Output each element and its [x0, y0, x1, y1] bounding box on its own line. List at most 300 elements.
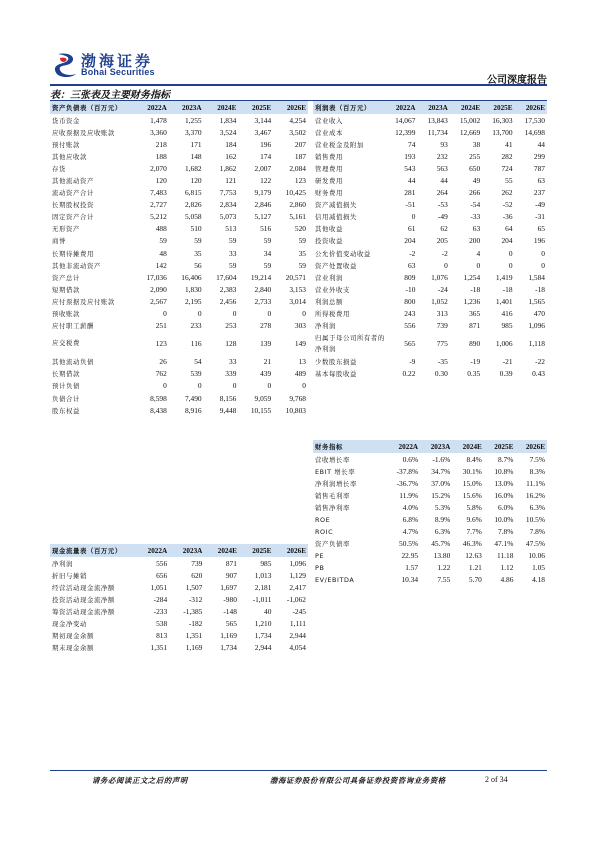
cell-value: -1,011 [252, 594, 272, 604]
column-header: 2024E [450, 101, 482, 114]
row-label: 营业利润 [315, 273, 343, 282]
cell-value: 44 [408, 176, 416, 186]
cell-value: 10.34 [401, 575, 419, 585]
column-header: 2026E [273, 544, 308, 557]
cell-value: 4,054 [289, 643, 306, 653]
table-row [313, 114, 547, 126]
cell-value: 13.0% [494, 478, 514, 488]
cell-value: 2,456 [219, 296, 237, 306]
row-label: 销售毛利率 [315, 491, 350, 500]
cell-value: 11.1% [526, 478, 545, 488]
cell-value: 10.8% [494, 466, 514, 476]
cell-value: 33 [229, 248, 237, 258]
column-header: 2024E [204, 101, 239, 114]
column-header: 2023A [420, 440, 452, 453]
row-label: 期末现金余额 [52, 644, 94, 653]
cell-value: 34 [263, 248, 272, 258]
row-label: 现金净变动 [52, 620, 87, 629]
column-header: 2024E [204, 544, 239, 557]
cell-value: 17,530 [524, 115, 545, 125]
row-label: 货币资金 [52, 116, 80, 125]
table-row [313, 477, 547, 489]
cell-value: 232 [436, 151, 448, 161]
logo-chinese-text: 渤海证券 [81, 52, 154, 70]
cell-value: 20,571 [285, 272, 306, 282]
cell-value: 0 [267, 309, 272, 319]
cell-value: 264 [436, 188, 448, 198]
cell-value: -148 [223, 606, 237, 616]
cell-value: 488 [155, 224, 167, 234]
cell-value: 2,417 [289, 582, 306, 592]
cell-value: 0 [232, 381, 237, 391]
cell-value: 15.0% [462, 478, 482, 488]
cell-value: 8.7% [498, 454, 514, 464]
column-header: 2023A [169, 544, 204, 557]
cell-value: 45.7% [431, 539, 451, 549]
table-row [313, 162, 547, 174]
table-row [313, 562, 547, 574]
cell-value: 4.86 [500, 575, 514, 585]
table-row [313, 550, 547, 562]
row-label: 其他非流动资产 [52, 261, 101, 270]
row-label: ROIC [315, 527, 334, 536]
cell-value: 339 [225, 369, 237, 379]
cell-value: 59 [263, 260, 272, 270]
cell-value: 12,669 [459, 127, 481, 137]
cell-value: 5,127 [254, 212, 272, 222]
cell-value: 35 [298, 248, 306, 258]
cell-value: 142 [155, 260, 167, 270]
cell-value: 563 [436, 163, 448, 173]
row-label: 研发费用 [315, 177, 343, 186]
cell-value: 21 [263, 357, 272, 367]
cell-value: 11,734 [427, 127, 448, 137]
table-row [50, 605, 308, 617]
column-header: 2022A [385, 101, 417, 114]
table-row [50, 404, 308, 416]
table-row [313, 187, 547, 199]
cell-value: 8,598 [150, 393, 167, 403]
cell-value: 1,419 [495, 272, 513, 282]
table-row [50, 356, 308, 368]
cell-value: 128 [225, 339, 237, 349]
cell-value: 121 [225, 176, 237, 186]
cell-value: 299 [533, 151, 545, 161]
cell-value: 1.22 [437, 563, 451, 573]
cell-value: 620 [191, 570, 203, 580]
cell-value: 985 [260, 558, 272, 568]
cell-value: 416 [501, 309, 513, 319]
table-row [50, 295, 308, 307]
cell-value: 985 [501, 321, 513, 331]
cash-flow-table [50, 544, 308, 654]
table-row [50, 569, 308, 581]
cell-value: 6.3% [434, 527, 451, 537]
row-label: 财务费用 [315, 189, 343, 198]
cell-value: 4.18 [532, 575, 545, 585]
cell-value: 724 [501, 163, 513, 173]
cell-value: 63 [408, 260, 416, 270]
cell-value: 0 [476, 260, 481, 270]
row-label: 其他流动负债 [52, 358, 94, 367]
cell-value: 1,129 [289, 570, 306, 580]
cell-value: 565 [225, 619, 237, 629]
cell-value: 1,254 [463, 272, 481, 282]
row-label: 净利润 [315, 322, 336, 331]
cell-value: 565 [404, 339, 416, 349]
cell-value: 13.80 [433, 551, 451, 561]
table-row [50, 223, 308, 235]
table-row [50, 581, 308, 593]
balance-sheet-body [50, 101, 308, 416]
row-label: 营业税金及附加 [315, 140, 364, 149]
cell-value: 63 [472, 224, 481, 234]
column-header: 2026E [515, 101, 547, 114]
table-row [50, 114, 308, 126]
cell-value: -33 [470, 212, 481, 222]
cell-value: 520 [294, 224, 306, 234]
cell-value: 15,002 [459, 115, 481, 125]
cell-value: 282 [501, 151, 513, 161]
table-row [313, 308, 547, 320]
table-row [313, 453, 547, 465]
cell-value: 207 [294, 139, 306, 149]
cell-value: 489 [294, 369, 306, 379]
table-row [50, 308, 308, 320]
cell-value: 739 [436, 321, 448, 331]
cell-value: 262 [501, 188, 513, 198]
cell-value: 2,383 [219, 284, 237, 294]
cell-value: 17,036 [146, 272, 167, 282]
cell-value: -2 [409, 248, 416, 258]
cell-value: 0 [302, 381, 306, 391]
cell-value: 5.3% [434, 502, 451, 512]
cell-value: -19 [470, 357, 481, 367]
cell-value: 10,155 [250, 405, 272, 415]
table-row [313, 199, 547, 211]
cell-value: 47.5% [525, 539, 545, 549]
table-row [50, 380, 308, 392]
column-header: 2025E [484, 440, 516, 453]
row-label: 短期借款 [52, 285, 80, 294]
cell-value: 200 [469, 236, 481, 246]
table-row [313, 259, 547, 271]
cell-value: 7.8% [498, 527, 514, 537]
cell-value: 2,834 [219, 200, 237, 210]
cell-value: 16,406 [181, 272, 202, 282]
cell-value: 1,830 [184, 284, 202, 294]
row-label: 存货 [52, 164, 66, 173]
cell-value: 739 [191, 558, 203, 568]
table-row [50, 187, 308, 199]
cell-value: 9,768 [289, 393, 306, 403]
cell-value: 656 [156, 570, 168, 580]
cell-value: 3,370 [184, 127, 202, 137]
row-label: 应收票据及应收账款 [52, 128, 115, 137]
cell-value: 16.2% [525, 490, 545, 500]
cell-value: 439 [260, 369, 272, 379]
cell-value: 0.22 [402, 369, 416, 379]
cell-value: 4 [476, 248, 481, 258]
column-header: 2026E [273, 101, 308, 114]
cell-value: 2,070 [150, 163, 167, 173]
row-label: 资产处置收益 [315, 261, 357, 270]
cell-value: 0 [163, 381, 167, 391]
row-label: 投资活动现金流净额 [52, 595, 115, 604]
cell-value: 44 [537, 139, 545, 149]
cell-value: 1,351 [150, 643, 168, 653]
cell-value: 5,058 [184, 212, 202, 222]
row-label: 应付票据及应付账款 [52, 297, 115, 306]
cell-value: 61 [408, 224, 416, 234]
column-header: 2022A [134, 544, 169, 557]
cell-value: 5,161 [289, 212, 306, 222]
cell-value: 174 [260, 151, 272, 161]
table-row [50, 320, 308, 332]
row-label: 应付职工薪酬 [52, 322, 94, 331]
cell-value: 907 [225, 570, 237, 580]
cell-value: 8,916 [184, 405, 202, 415]
cell-value: 6.8% [402, 515, 419, 525]
cell-value: 650 [469, 163, 481, 173]
cell-value: 16,303 [492, 115, 513, 125]
income-statement-body [313, 101, 547, 380]
cell-value: 218 [155, 139, 167, 149]
cell-value: 1,013 [254, 570, 272, 580]
cell-value: 11.18 [497, 551, 514, 561]
cell-value: -182 [188, 619, 203, 629]
table-row [50, 162, 308, 174]
table-row [313, 501, 547, 513]
table-row [50, 630, 308, 642]
cell-value: 12,399 [395, 127, 416, 137]
cell-value: 787 [533, 163, 545, 173]
cell-value: 9,059 [254, 393, 272, 403]
cell-value: 1,210 [254, 619, 272, 629]
cell-value: 6,815 [184, 188, 202, 198]
page-header [0, 0, 595, 92]
cell-value: 1.57 [405, 563, 419, 573]
cell-value: 13 [298, 357, 306, 367]
cell-value: 3,524 [219, 127, 237, 137]
table-row [313, 235, 547, 247]
cell-value: 278 [260, 321, 272, 331]
cell-value: 14,698 [524, 127, 545, 137]
cell-value: 16.0% [494, 490, 514, 500]
cell-value: 40 [264, 606, 272, 616]
table-row [50, 211, 308, 223]
table-row [313, 271, 547, 283]
footer-divider [50, 770, 547, 771]
cell-value: 1,351 [185, 631, 203, 641]
cell-value: 1,255 [184, 115, 202, 125]
cell-value: 1,076 [431, 272, 448, 282]
cell-value: 6.0% [498, 502, 514, 512]
cell-value: 1.12 [500, 563, 514, 573]
column-header: 2022A [385, 440, 420, 453]
cell-value: -1,385 [183, 606, 203, 616]
table-row [50, 332, 308, 356]
cell-value: -980 [223, 594, 237, 604]
cell-value: 11.9% [399, 490, 419, 500]
cell-value: 4,254 [289, 115, 306, 125]
table-row [50, 174, 308, 186]
cell-value: -312 [188, 594, 203, 604]
cell-value: 17,604 [216, 272, 237, 282]
bohai-logo-icon [54, 52, 78, 78]
table-row [50, 617, 308, 629]
cell-value: 59 [298, 236, 306, 246]
cell-value: 2,944 [289, 631, 306, 641]
cell-value: 35 [194, 248, 202, 258]
cell-value: 13,843 [427, 115, 448, 125]
cell-value: -36.7% [396, 478, 419, 488]
table-section-title: 现金流量表（百万元） [50, 544, 134, 557]
cell-value: 890 [469, 339, 481, 349]
cell-value: 9,448 [219, 405, 237, 415]
column-header: 2023A [169, 101, 204, 114]
cell-value: 2,181 [254, 582, 272, 592]
cell-value: 0 [541, 260, 545, 270]
cell-value: 470 [533, 309, 545, 319]
cell-value: 266 [469, 188, 481, 198]
cell-value: 2,195 [184, 296, 202, 306]
cell-value: 10,425 [285, 188, 306, 198]
cell-value: 0 [508, 248, 513, 258]
row-label: 投资收益 [315, 237, 343, 246]
row-label: PB [315, 563, 325, 572]
cell-value: 3,360 [150, 127, 167, 137]
cell-value: 55 [505, 176, 513, 186]
cell-value: 871 [469, 321, 481, 331]
cell-value: 93 [440, 139, 448, 149]
cell-value: 123 [294, 176, 306, 186]
cell-value: 253 [225, 321, 237, 331]
row-label: 管理费用 [315, 164, 343, 173]
table-section-title: 资产负债表（百万元） [50, 101, 134, 114]
cell-value: 2,860 [289, 200, 306, 210]
cell-value: 871 [225, 558, 237, 568]
cell-value: 162 [225, 151, 237, 161]
cell-value: 800 [404, 296, 416, 306]
table-row [50, 247, 308, 259]
logo-english-text: Bohai Securities [81, 67, 155, 77]
row-label: 营收增长率 [315, 455, 350, 464]
row-label: 营业成本 [315, 128, 343, 137]
row-label: 预收账款 [52, 310, 80, 319]
cell-value: 1,584 [528, 272, 545, 282]
cell-value: 38 [472, 139, 481, 149]
cell-value: -49 [437, 212, 448, 222]
cell-value: -245 [292, 606, 306, 616]
cell-value: 2,567 [150, 296, 167, 306]
cell-value: 2,826 [184, 200, 202, 210]
column-header: 2023A [417, 101, 449, 114]
cell-value: 303 [294, 321, 306, 331]
row-label: EV/EBITDA [315, 575, 355, 584]
table-header-row [313, 440, 547, 453]
cell-value: -37.8% [396, 466, 419, 476]
row-label: 负债合计 [52, 394, 80, 403]
cell-value: 14,067 [395, 115, 416, 125]
cell-value: 15.6% [462, 490, 482, 500]
cell-value: 59 [229, 260, 237, 270]
cell-value: 0.39 [499, 369, 513, 379]
cell-value: 187 [294, 151, 306, 161]
row-label: 资产负债率 [315, 540, 350, 549]
cell-value: 556 [156, 558, 168, 568]
cell-value: 54 [194, 357, 202, 367]
table-row [50, 138, 308, 150]
table-row [313, 150, 547, 162]
cell-value: 1,507 [185, 582, 203, 592]
row-label: 长期借款 [52, 370, 80, 379]
cell-value: 4.0% [402, 502, 419, 512]
table-row [313, 283, 547, 295]
cell-value: 33 [229, 357, 237, 367]
cell-value: -1.6% [432, 454, 451, 464]
table-row [50, 283, 308, 295]
row-label: 其他收益 [315, 225, 343, 234]
cell-value: 188 [155, 151, 167, 161]
financial-indicators-body [313, 440, 547, 586]
cell-value: 8,438 [150, 405, 167, 415]
cell-value: 1,734 [220, 643, 237, 653]
cell-value: 3,153 [289, 284, 306, 294]
cell-value: 41 [505, 139, 513, 149]
cell-value: 8.9% [434, 515, 451, 525]
table-row [313, 526, 547, 538]
cell-value: 7,483 [150, 188, 167, 198]
cell-value: 513 [225, 224, 237, 234]
row-label: 流动资产合计 [52, 189, 94, 198]
cell-value: 59 [263, 236, 272, 246]
cell-value: 1,834 [219, 115, 237, 125]
cell-value: 538 [156, 619, 168, 629]
row-label: 所得税费用 [315, 310, 350, 319]
cell-value: 0 [411, 212, 416, 222]
cell-value: 1,401 [495, 296, 513, 306]
cell-value: 196 [533, 236, 545, 246]
row-label: 固定资产合计 [52, 213, 94, 222]
cell-value: 2,733 [254, 296, 272, 306]
cell-value: 0.35 [467, 369, 481, 379]
table-row [50, 271, 308, 283]
cell-value: 5,073 [219, 212, 237, 222]
cell-value: 59 [159, 236, 167, 246]
cell-value: 243 [404, 309, 416, 319]
cell-value: 148 [190, 151, 202, 161]
row-label: 资产总计 [52, 273, 80, 282]
cell-value: -233 [153, 606, 168, 616]
cell-value: 5.8% [466, 502, 482, 512]
cell-value: 116 [190, 339, 202, 349]
cell-value: 2,944 [254, 643, 272, 653]
cell-value: 2,840 [254, 284, 272, 294]
table-header-row [50, 101, 308, 114]
table-row [313, 465, 547, 477]
cell-value: 10.5% [525, 515, 545, 525]
cell-value: 8,156 [219, 393, 237, 403]
cell-value: 7,753 [219, 188, 237, 198]
cell-value: 64 [505, 224, 513, 234]
cell-value: 313 [436, 309, 448, 319]
cell-value: 251 [155, 321, 167, 331]
row-label: 商誉 [52, 237, 66, 246]
cell-value: 2,846 [254, 200, 272, 210]
table-row [50, 150, 308, 162]
cell-value: 255 [469, 151, 481, 161]
